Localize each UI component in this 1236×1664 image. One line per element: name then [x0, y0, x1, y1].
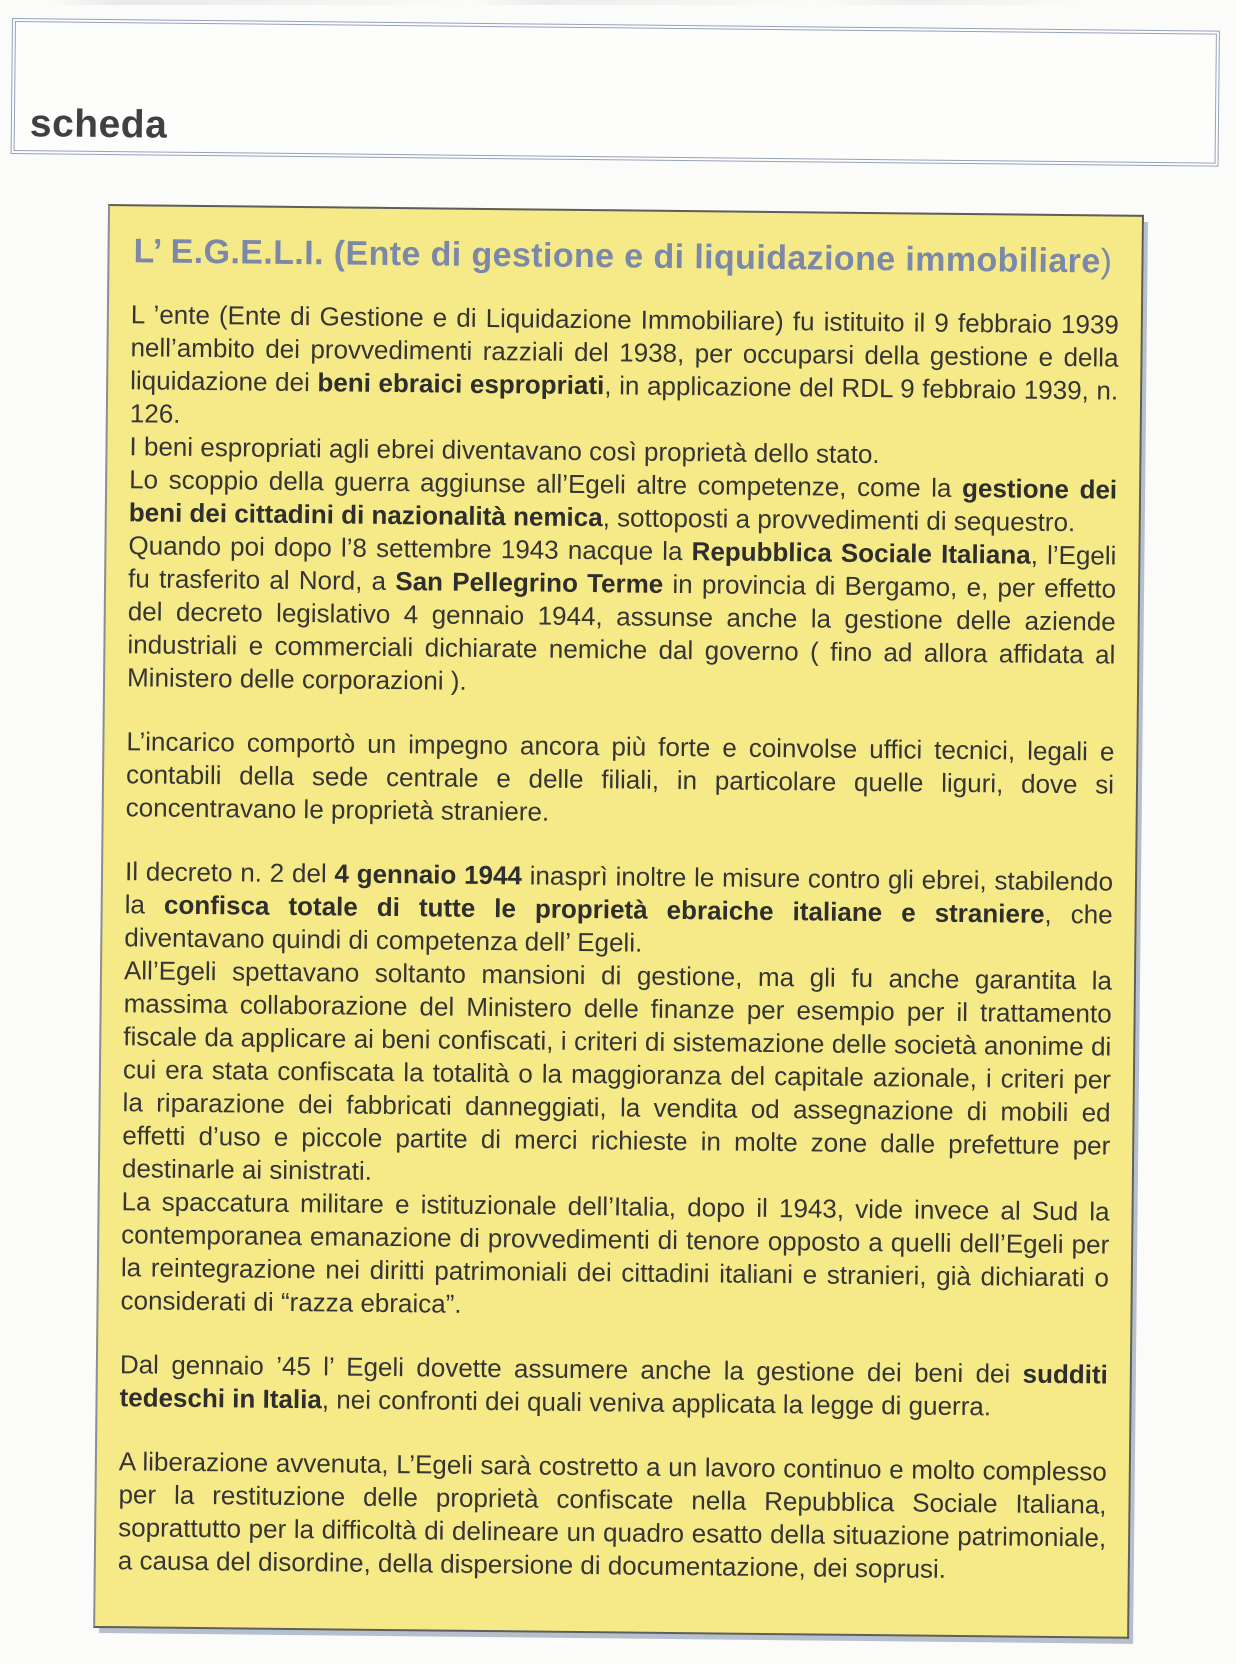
text-run: Il decreto n. 2 del [124, 856, 335, 889]
card-title-paren: ) [1100, 242, 1113, 281]
paragraph [126, 725, 1115, 834]
bold-text-run: confisca totale di tutte le proprietà ebraiche italiane e straniere [163, 889, 1045, 929]
bold-text-run: 4 gennaio 1944 [334, 858, 523, 891]
page-title: scheda [29, 102, 168, 147]
text-run: L ’ente (Ente di Gestione e di Liquidazione Immobiliare) fu istituito il 9 febbraio 1939 nell’ambito dei provvedimenti razziali del 1938, per occuparsi della gestione e della liquidazione dei [130, 299, 1120, 398]
paragraph [122, 954, 1112, 1195]
paragraph [130, 298, 1119, 440]
text-run: A liberazione avvenuta, L’Egeli sarà costretto a un lavoro continuo e molto complesso per la restituzione delle proprietà confiscate nella Repubblica Sociale Italiana, soprattutto per la difficoltà di delineare un quadro esatto della situazione patrimoniale, a causa del disordine, della dispersione di documentazione, dei soprusi. [117, 1446, 1107, 1584]
text-run: L’incarico comportò un impegno ancora più forte e coinvolse uffici tecnici, legali e contabili della sede centrale e delle filiali, in particolare quelle liguri, dove si concentravano le proprietà straniere. [125, 726, 1115, 827]
text-run: , sottoposti a provvedimenti di sequestro. [602, 502, 1076, 538]
text-run: , in applicazione del RDL 9 febbraio 1939, n. 126. [129, 370, 1119, 429]
paragraph [124, 855, 1113, 964]
paragraph [127, 529, 1117, 704]
text-run: in provincia di Bergamo, e, per effetto del decreto legislativo 4 gennaio 1944, assunse anche la gestione delle aziende industriali e commerciali dichiarate nemiche dal governo ( fino ad allora affidata al Ministero delle corporazioni ). [126, 568, 1117, 696]
paragraph [120, 1185, 1109, 1327]
info-card [93, 204, 1144, 1639]
header-box [11, 18, 1220, 167]
text-run: Lo scoppio della guerra aggiunse all’Egeli altre competenze, come la [129, 464, 963, 503]
paragraph [118, 1445, 1107, 1587]
bold-text-run: sudditi tedeschi in Italia [119, 1358, 1109, 1415]
card-paragraphs [118, 298, 1119, 1587]
bold-text-run: San Pellegrino Terme [395, 566, 664, 599]
header-box-inner-border [14, 21, 1217, 164]
text-run: inasprì inoltre le misure contro gli ebrei, stabilendo la [124, 860, 1114, 920]
paragraph [129, 463, 1118, 539]
text-run: , che diventavano quindi di competenza dell’ Egeli. [124, 898, 1113, 958]
bold-text-run: gestione dei beni dei cittadini di nazionalità nemica [128, 472, 1118, 533]
text-run: , l’Egeli fu trasferito al Nord, a [127, 539, 1117, 597]
text-run: Quando poi dopo l’8 settembre 1943 nacque la [128, 530, 692, 567]
text-run: I beni espropriati agli ebrei diventavano così proprietà dello stato. [129, 431, 880, 470]
paragraph [119, 1348, 1108, 1424]
bold-text-run: Repubblica Sociale Italiana [691, 536, 1031, 570]
text-run: La spaccatura militare e istituzionale dell’Italia, dopo il 1943, vide invece al Sud la contemporanea emanazione di provvedimenti di tenore opposto a quelli dell’Egeli per la reintegrazione nei diritti patrimoniali dei cittadini italiani e stranieri, già dichiarati o considerati di “razza ebraica”. [120, 1186, 1110, 1319]
card-title [133, 232, 1119, 281]
bold-text-run: beni ebraici espropriati [317, 367, 605, 401]
card-title-main: L’ E.G.E.L.I. (Ente di gestione e di liquidazione immobiliare [133, 232, 1101, 281]
text-run: Dal gennaio ’45 l’ Egeli dovette assumere anche la gestione dei beni dei [119, 1349, 1023, 1389]
text-run: , nei confronti dei quali veniva applicata la legge di guerra. [321, 1384, 992, 1422]
text-run: All’Egeli spettavano soltanto mansioni di gestione, ma gli fu anche garantita la massima collaborazione del Ministero delle finanze per esempio per il trattamento fiscale da applicare ai beni confiscati, i criteri di sistemazione delle società anonime di cui era stata confiscata la totalità o la maggioranza del capitale azionale, i criteri per la riparazione dei fabbricati danneggiati, la vendita od assegnazione di mobili ed effetti d’uso e piccole partite di merci richieste in molte zone dalle prefetture per destinarle ai sinistrati. [121, 955, 1113, 1186]
